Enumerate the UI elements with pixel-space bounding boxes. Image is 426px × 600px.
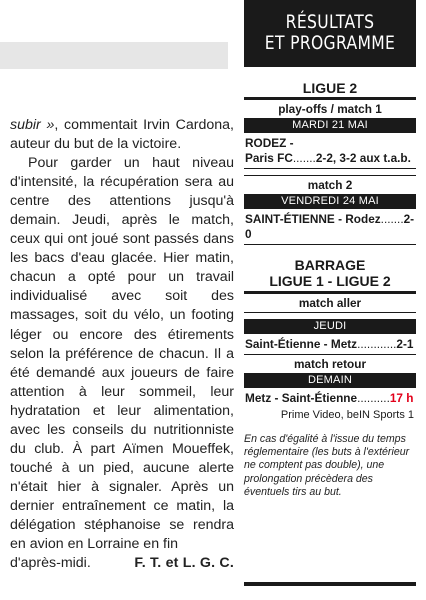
date-bar-demain: DEMAIN: [244, 373, 416, 388]
match-team2-score: Paris FC.......2-2, 3-2 aux t.a.b.: [245, 151, 411, 165]
article-paragraph-2: Pour garder un haut niveau d'intensité, la récupération sera au centre des attentions jusqu'à demain. Jeudi, après le match, ceux qui ont joué sont passés dans les bacs d'eau glacée. Hier matin, chacun a opté pour un travail individualisé avec soit des massages, soit du vélo, un footing léger ou encore des étirements selon la préférence de chacun. Il a été demandé aux joueurs de faire attention à leur sommeil, leur hydratation et leur alimentation, avec les conseils du nutritionniste du club. À part Aïmen Moueffek, touché à un pied, aucune alerte n'était hier à signaler. Après un dernier entraînement ce matin, la délégation stéphanoise se rendra en avion en Lorraine en fin: [10, 155, 234, 553]
article-last-line: [10, 554, 234, 573]
date-bar-mardi: MARDI 21 MAI: [244, 118, 416, 133]
match-saintetienne-rodez: SAINT-ÉTIENNE - Rodez.......2-0: [245, 212, 415, 241]
results-sidebar: [244, 0, 416, 503]
match-team1: RODEZ -: [245, 136, 294, 150]
quote-attribution: , commentait Irvin Cardona, auteur du but de la victoire.: [10, 117, 234, 153]
match-rodez-parisfc: [244, 133, 416, 168]
barrage-title: BARRAGE LIGUE 1 - LIGUE 2: [269, 257, 391, 289]
ligue2-title: LIGUE 2: [302, 80, 358, 96]
sidebar-bottom-rule: [244, 582, 416, 586]
divider: [244, 244, 416, 245]
article-signature: F. T. et L. G. C.: [134, 555, 234, 572]
date-bar-jeudi: JEUDI: [244, 319, 416, 334]
decorative-gray-band: [0, 42, 228, 69]
broadcast-channels: Prime Video, beIN Sports 1: [280, 409, 414, 421]
sidebar-header: [244, 0, 416, 67]
sidebar-title-line1: RÉSULTATS: [285, 11, 375, 33]
ligue2-match2-subhead: match 2: [307, 178, 353, 192]
kickoff-time: 17 h: [389, 391, 414, 405]
rules-note: En cas d'égalité à l'issue du temps réglementaire (les buts à l'extérieur ne comptent pas double), une prolongation précèdera des éventuels tirs au but.: [244, 433, 410, 498]
article-body: [10, 116, 234, 573]
article-paragraph-1: [10, 116, 234, 154]
quote-end: subir »: [10, 117, 55, 133]
barrage-aller-subhead: match aller: [298, 296, 362, 310]
match-metz-saintetienne: Metz - Saint-Étienne..........17 h: [245, 391, 414, 405]
article-last-words: d'après-midi.: [10, 555, 91, 572]
date-bar-vendredi: VENDREDI 24 MAI: [244, 194, 416, 209]
match-saintetienne-metz: Saint-Étienne - Metz............2-1: [245, 337, 414, 351]
sidebar-title-line2: ET PROGRAMME: [264, 32, 396, 54]
ligue2-playoffs-subhead: play-offs / match 1: [278, 102, 382, 116]
barrage-retour-subhead: match retour: [293, 357, 367, 371]
